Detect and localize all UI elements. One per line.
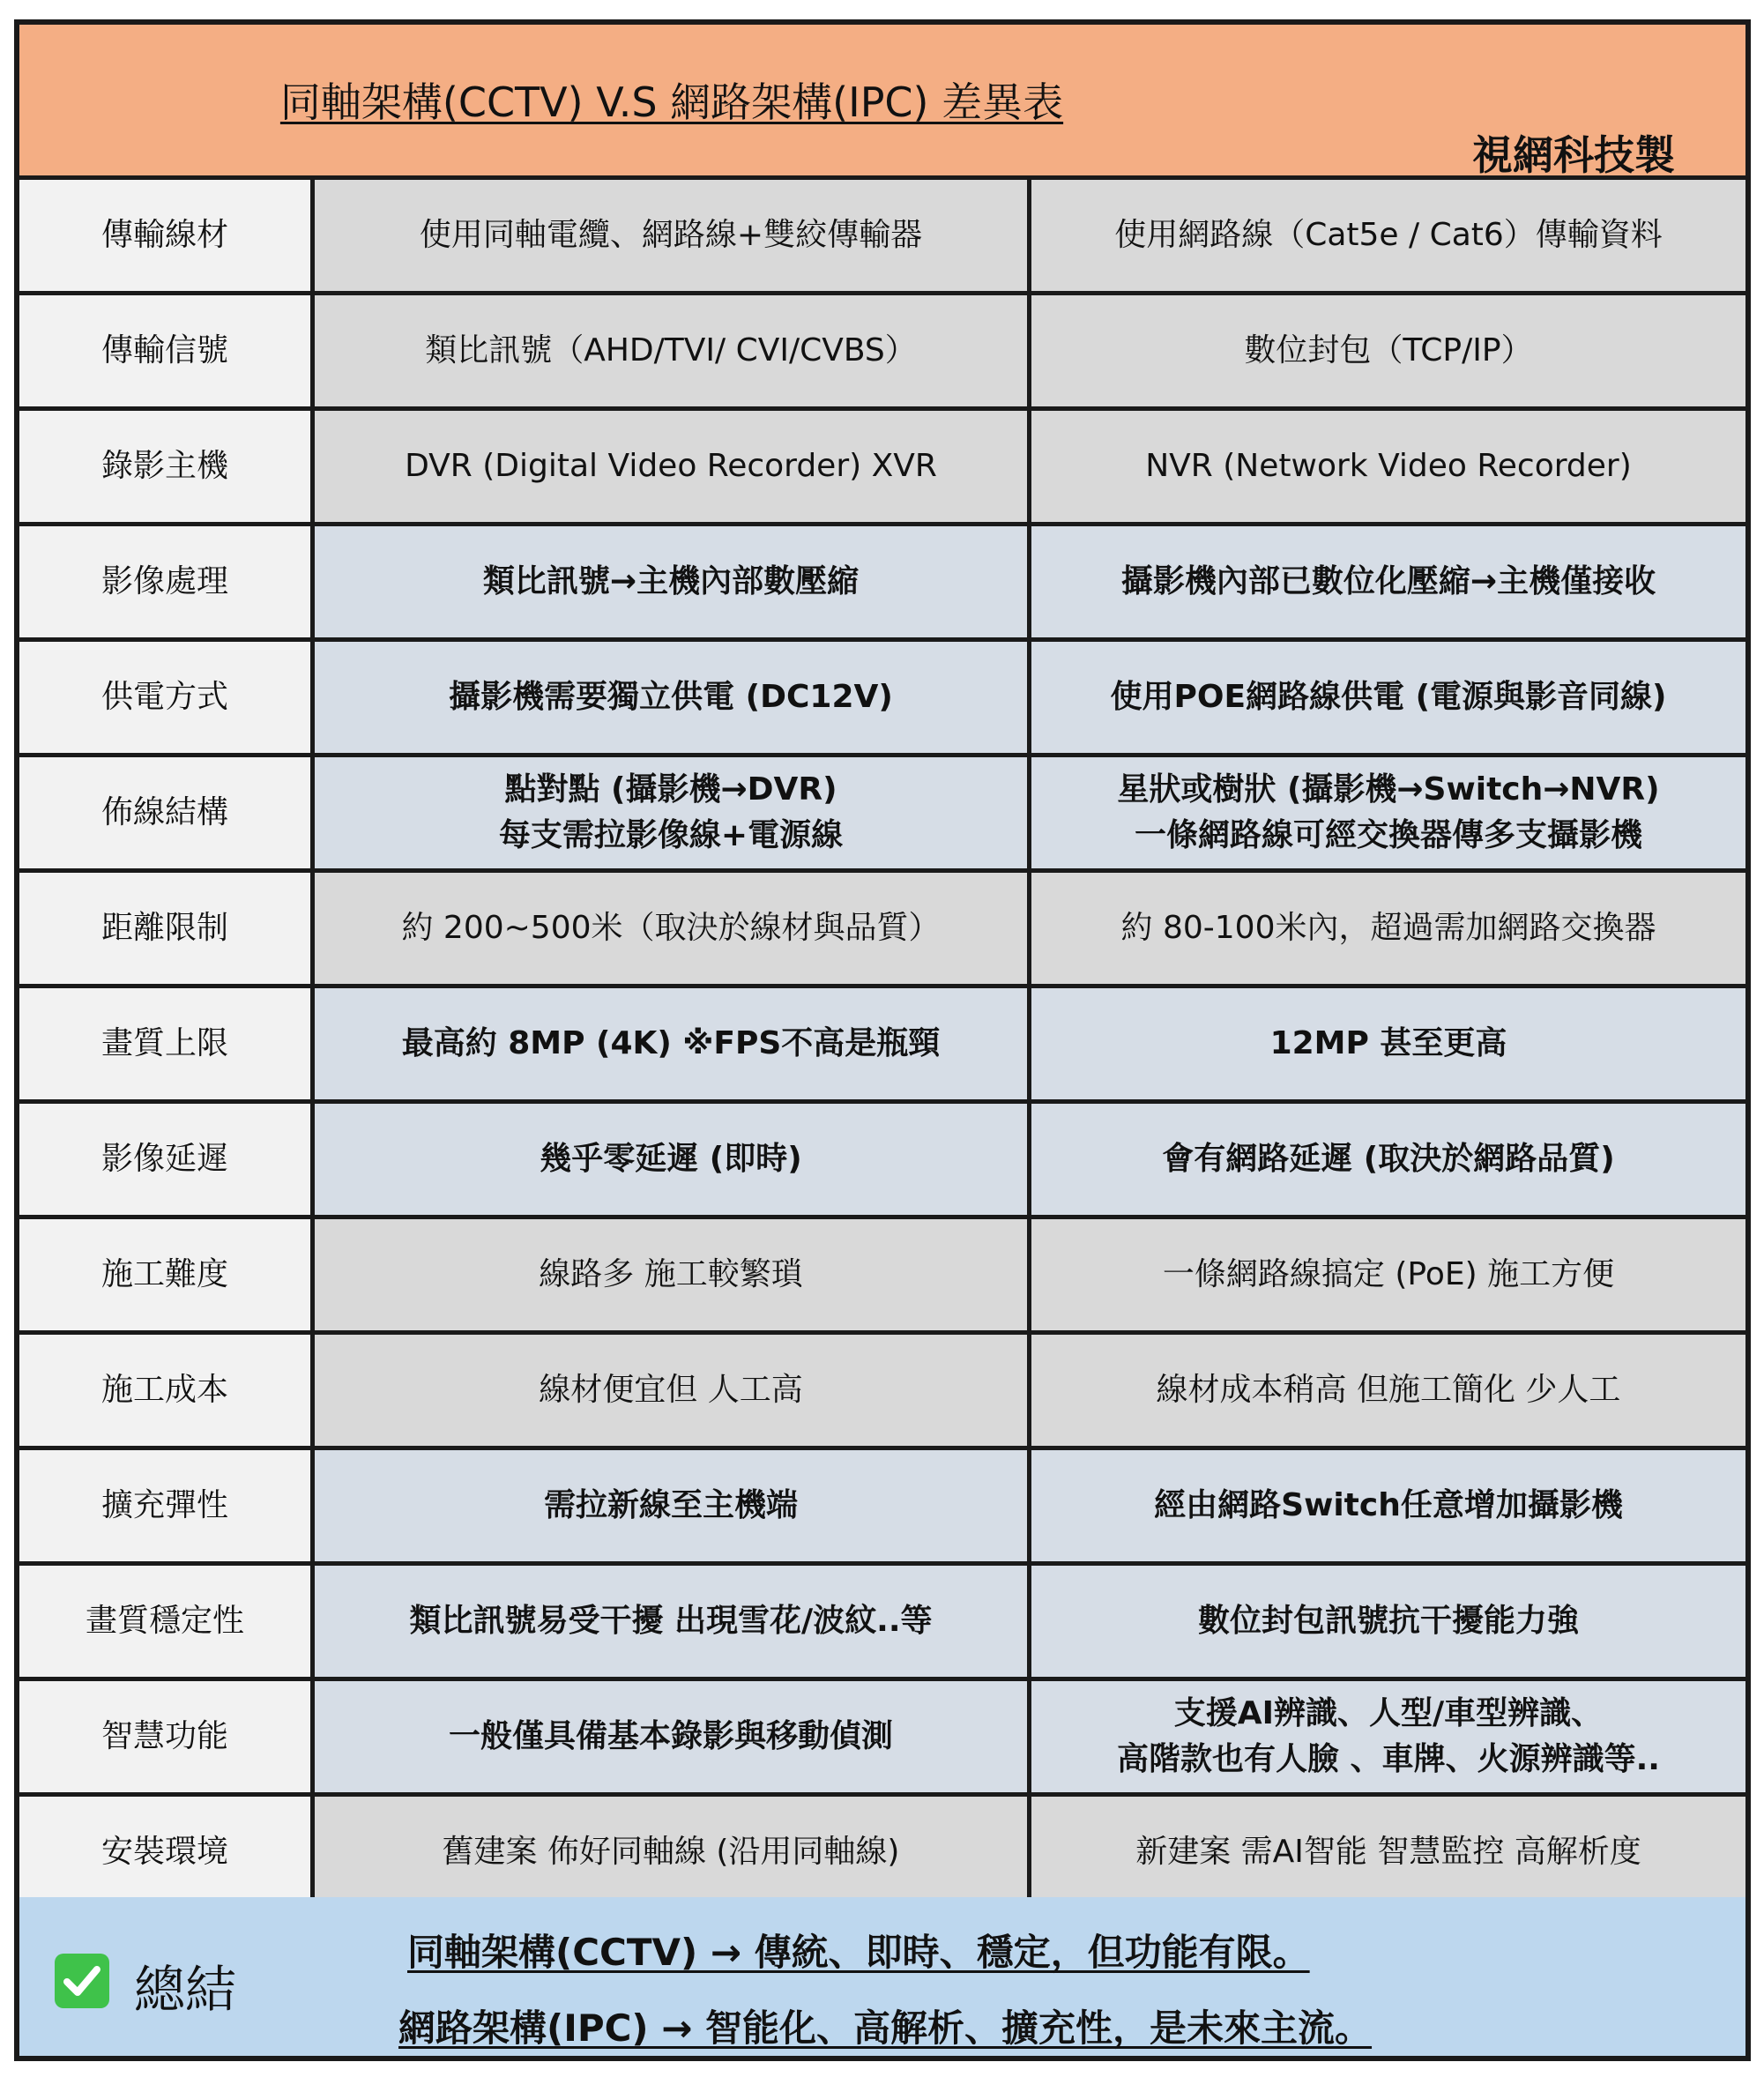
table-row: [19, 1566, 1745, 1681]
row-label: 安裝環境: [19, 1797, 315, 1908]
ipc-cell: 12MP 甚至更高: [1031, 988, 1745, 1099]
table-row: [19, 988, 1745, 1104]
row-label: 施工難度: [19, 1219, 315, 1330]
row-label: 錄影主機: [19, 411, 315, 522]
row-label: 施工成本: [19, 1335, 315, 1446]
cctv-cell: DVR (Digital Video Recorder) XVR: [315, 411, 1031, 522]
ipc-cell: 約 80-100米內，超過需加網路交換器: [1031, 873, 1745, 984]
table-row: [19, 1797, 1745, 1912]
ipc-cell: 星狀或樹狀 (攝影機→Switch→NVR) 一條網路線可經交換器傳多支攝影機: [1031, 757, 1745, 868]
row-label: 傳輸信號: [19, 295, 315, 406]
summary-line-cctv: 同軸架構(CCTV) → 傳統、即時、穩定，但功能有限。: [407, 1931, 1310, 1974]
table-row: [19, 180, 1745, 295]
row-label: 佈線結構: [19, 757, 315, 868]
table-title: [19, 71, 1324, 129]
title-bar: [19, 25, 1745, 180]
cctv-cell: 類比訊號易受干擾 出現雪花/波紋..等: [315, 1566, 1031, 1677]
table-row: [19, 642, 1745, 757]
table-row: [19, 526, 1745, 642]
ipc-cell: 會有網路延遲 (取決於網路品質): [1031, 1104, 1745, 1215]
cctv-cell: 攝影機需要獨立供電 (DC12V): [315, 642, 1031, 753]
row-label: 供電方式: [19, 642, 315, 753]
row-label: 智慧功能: [19, 1681, 315, 1792]
comparison-table: [14, 19, 1751, 2061]
table-row: [19, 873, 1745, 988]
row-label: 距離限制: [19, 873, 315, 984]
ipc-cell: 新建案 需AI智能 智慧監控 高解析度: [1031, 1797, 1745, 1908]
table-row: [19, 1681, 1745, 1797]
row-label: 傳輸線材: [19, 180, 315, 291]
table-row: [19, 1335, 1745, 1450]
cctv-cell: 線路多 施工較繁瑣: [315, 1219, 1031, 1330]
table-row: [19, 1219, 1745, 1335]
cctv-cell: 類比訊號→主機內部數壓縮: [315, 526, 1031, 637]
row-label: 畫質上限: [19, 988, 315, 1099]
cctv-cell: 點對點 (攝影機→DVR) 每支需拉影像線+電源線: [315, 757, 1031, 868]
ipc-cell: 攝影機內部已數位化壓縮→主機僅接收: [1031, 526, 1745, 637]
cctv-cell: 使用同軸電纜、網路線+雙絞傳輸器: [315, 180, 1031, 291]
cctv-cell: 類比訊號（AHD/TVI/ CVI/CVBS）: [315, 295, 1031, 406]
table-row: [19, 295, 1745, 411]
ipc-cell: 支援AI辨識、人型/車型辨識、 高階款也有人臉 、車牌、火源辨識等..: [1031, 1681, 1745, 1792]
ipc-cell: 使用網路線（Cat5e / Cat6）傳輸資料: [1031, 180, 1745, 291]
cctv-cell: 幾乎零延遲 (即時): [315, 1104, 1031, 1215]
row-label: 影像延遲: [19, 1104, 315, 1215]
row-label: 畫質穩定性: [19, 1566, 315, 1677]
row-label: 影像處理: [19, 526, 315, 637]
cctv-cell: 一般僅具備基本錄影與移動偵測: [315, 1681, 1031, 1792]
table-row: [19, 1104, 1745, 1219]
ipc-cell: 經由網路Switch任意增加攝影機: [1031, 1450, 1745, 1561]
ipc-cell: 使用POE網路線供電 (電源與影音同線): [1031, 642, 1745, 753]
ipc-cell: 數位封包訊號抗干擾能力強: [1031, 1566, 1745, 1677]
ipc-cell: 線材成本稍高 但施工簡化 少人工: [1031, 1335, 1745, 1446]
table-body: [19, 180, 1745, 1912]
ipc-cell: 數位封包（TCP/IP）: [1031, 295, 1745, 406]
ipc-cell: NVR (Network Video Recorder): [1031, 411, 1745, 522]
summary-line-ipc: 網路架構(IPC) → 智能化、高解析、擴充性，是未來主流。: [398, 2006, 1373, 2050]
table-row: [19, 1450, 1745, 1566]
cctv-cell: 需拉新線至主機端: [315, 1450, 1031, 1561]
row-label: 擴充彈性: [19, 1450, 315, 1561]
cctv-cell: 舊建案 佈好同軸線 (沿用同軸線): [315, 1797, 1031, 1908]
table-row: [19, 757, 1745, 873]
ipc-cell: 一條網路線搞定 (PoE) 施工方便: [1031, 1219, 1745, 1330]
summary-section: [19, 1897, 1745, 2056]
maker-credit: 視網科技製: [1472, 131, 1675, 179]
summary-label: 總結: [134, 1960, 237, 2020]
cctv-cell: 約 200~500米（取決於線材與品質）: [315, 873, 1031, 984]
table-title-text: 同軸架構(CCTV) V.S 網路架構(IPC) 差異表: [279, 78, 1064, 126]
check-mark-icon: [55, 1954, 109, 2008]
table-row: [19, 411, 1745, 526]
cctv-cell: 線材便宜但 人工高: [315, 1335, 1031, 1446]
cctv-cell: 最高約 8MP (4K) ※FPS不高是瓶頸: [315, 988, 1031, 1099]
